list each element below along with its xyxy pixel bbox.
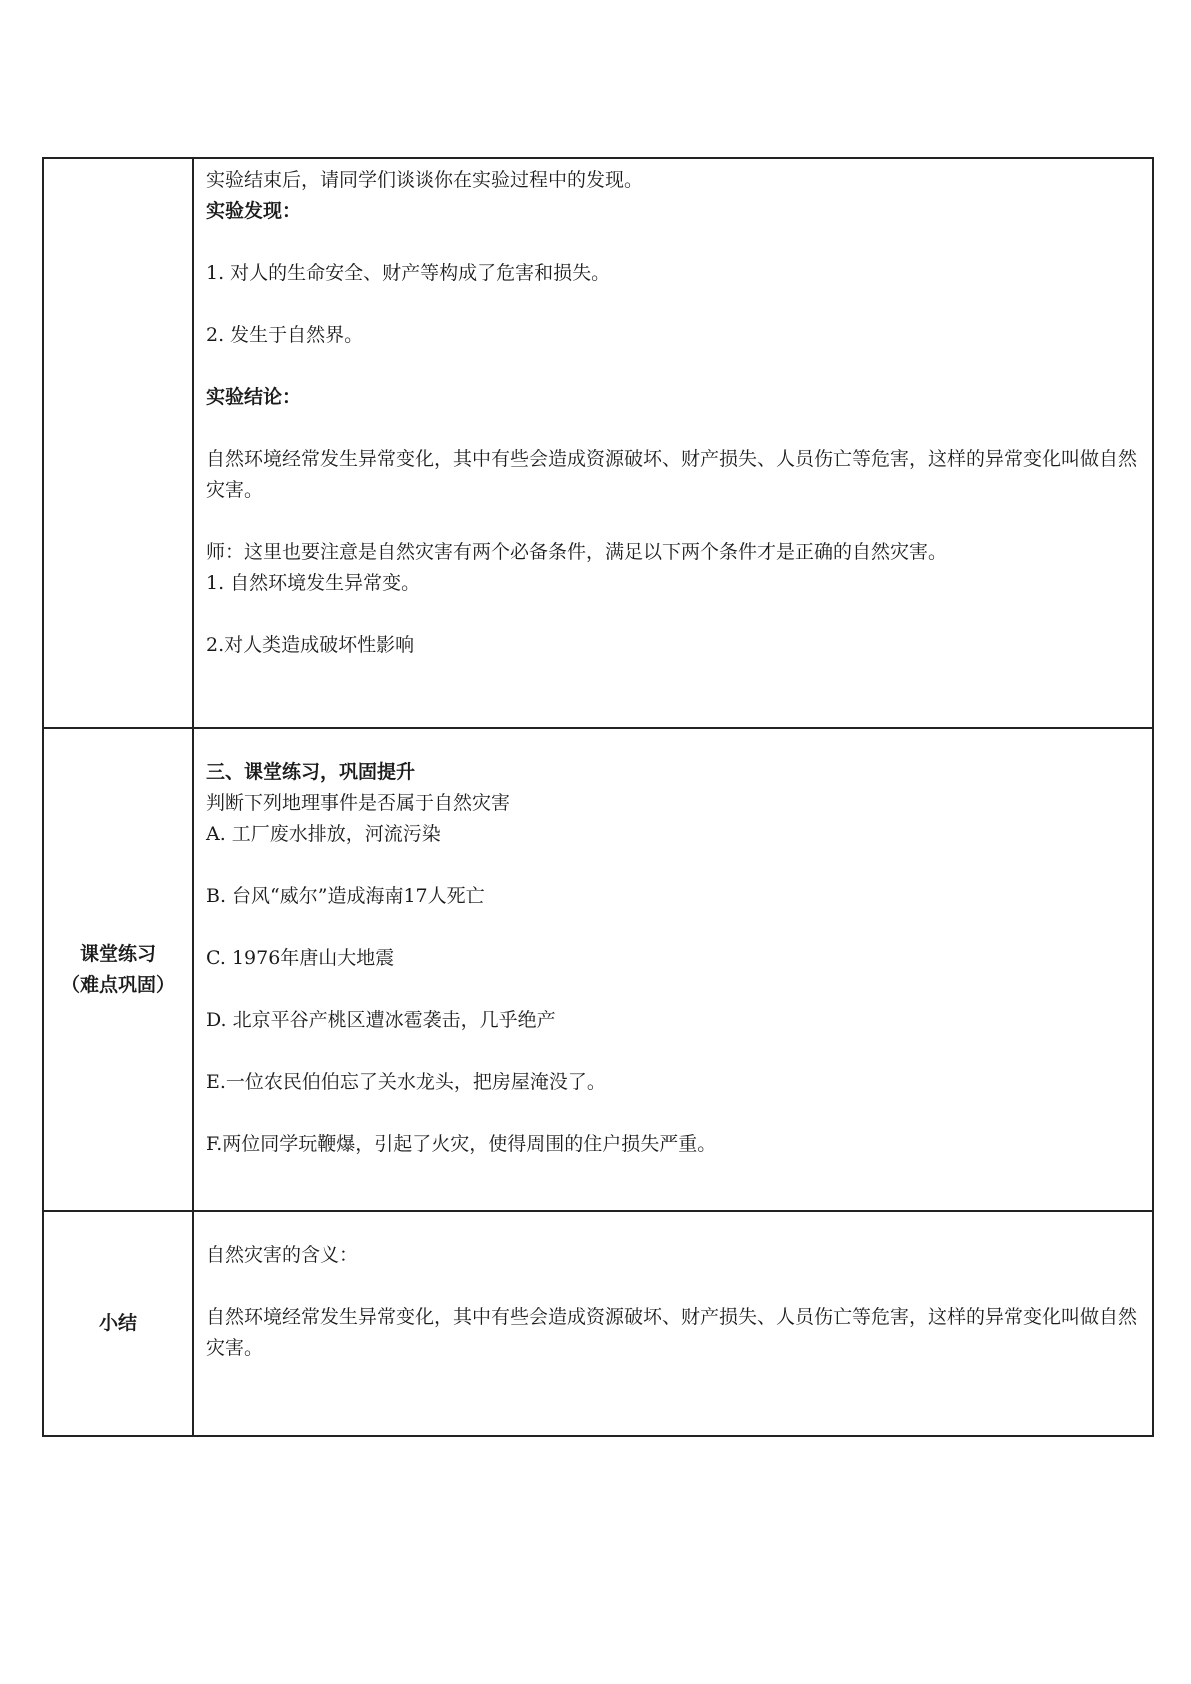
condition-1: 1. 自然环境发生异常变。: [206, 572, 421, 594]
table-row: [43, 1211, 1153, 1436]
row-label-line2: （难点巩固）: [60, 973, 175, 996]
finding-2: 2. 发生于自然界。: [206, 324, 364, 346]
experiment-intro: 实验结束后，请同学们谈谈你在实验过程中的发现。: [206, 169, 644, 191]
table-row: [43, 158, 1153, 728]
row-label-cell: [43, 728, 193, 1211]
table-row: [43, 728, 1153, 1211]
row-label-line1: 课堂练习: [79, 942, 156, 965]
definition-text: 自然环境经常发生异常变化，其中有些会造成资源破坏、财产损失、人员伤亡等危害，这样的异常变化叫做自然灾害。: [206, 1306, 1138, 1359]
row-content-cell: [193, 158, 1153, 728]
condition-2: 2.对人类造成破坏性影响: [206, 634, 415, 656]
conclusion-text: 自然环境经常发生异常变化，其中有些会造成资源破坏、财产损失、人员伤亡等危害，这样的异常变化叫做自然灾害。: [206, 448, 1138, 501]
row-content-cell: [193, 1211, 1153, 1436]
definition-heading: 自然灾害的含义：: [206, 1244, 359, 1266]
exercise-option-e: E.一位农民伯伯忘了关水龙头，把房屋淹没了。: [206, 1071, 606, 1093]
exercise-heading: 三、课堂练习，巩固提升: [206, 761, 416, 783]
lesson-plan-table: [42, 157, 1154, 1437]
exercise-option-c: C. 1976年唐山大地震: [206, 947, 395, 969]
findings-heading: 实验发现：: [206, 200, 302, 222]
teacher-note: 师：这里也要注意是自然灾害有两个必备条件，满足以下两个条件才是正确的自然灾害。: [206, 541, 948, 563]
finding-1: 1. 对人的生命安全、财产等构成了危害和损失。: [206, 262, 611, 284]
exercise-option-d: D. 北京平谷产桃区遭冰雹袭击，几乎绝产: [206, 1009, 556, 1031]
exercise-option-f: F.两位同学玩鞭爆，引起了火灾，使得周围的住户损失严重。: [206, 1133, 717, 1155]
row-content-cell: [193, 728, 1153, 1211]
row-label-cell: [43, 158, 193, 728]
row-label-cell: [43, 1211, 193, 1436]
row-label-summary: 小结: [98, 1312, 137, 1334]
exercise-prompt: 判断下列地理事件是否属于自然灾害: [206, 792, 511, 814]
exercise-option-a: A. 工厂废水排放，河流污染: [206, 823, 441, 845]
exercise-option-b: B. 台风“威尔”造成海南17人死亡: [206, 885, 485, 907]
conclusion-heading: 实验结论：: [206, 386, 302, 408]
